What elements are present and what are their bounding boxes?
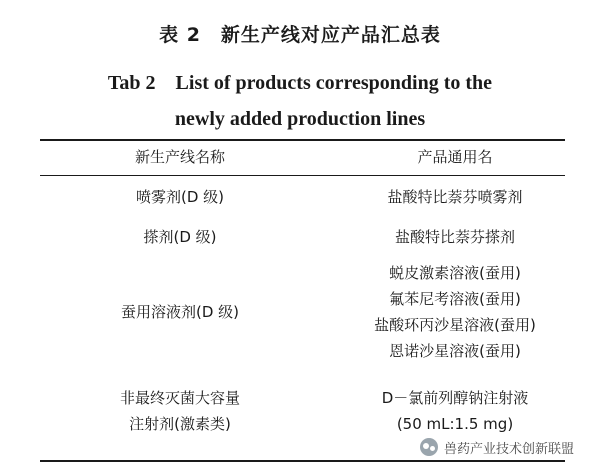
row-4-line-name-2: 注射剂(激素类) bbox=[129, 415, 231, 433]
row-4-product-2: (50 mL:1.5 mg) bbox=[396, 415, 514, 433]
table-header-rule bbox=[40, 175, 565, 176]
table-title-chinese: 表 2 新生产线对应产品汇总表 bbox=[159, 24, 441, 46]
table-top-rule bbox=[40, 139, 565, 141]
row-1-line-name: 喷雾剂(D 级) bbox=[135, 188, 225, 206]
table-title-english-line-2: newly added production lines bbox=[174, 108, 426, 130]
row-4-product-1: D－氯前列醇钠注射液 bbox=[381, 389, 529, 407]
row-4-line-name-1: 非最终灭菌大容量 bbox=[119, 389, 240, 407]
row-3-line-name: 蚕用溶液剂(D 级) bbox=[120, 303, 240, 321]
row-1-product: 盐酸特比萘芬喷雾剂 bbox=[387, 188, 523, 206]
row-3-product-4: 恩诺沙星溶液(蚕用) bbox=[389, 342, 521, 360]
row-3-product-3: 盐酸环丙沙星溶液(蚕用) bbox=[374, 316, 536, 334]
table-bottom-rule bbox=[40, 460, 565, 462]
row-2-product: 盐酸特比萘芬搽剂 bbox=[394, 228, 515, 246]
row-3-product-1: 蜕皮激素溶液(蚕用) bbox=[389, 264, 521, 282]
watermark-text: 兽药产业技术创新联盟 bbox=[444, 441, 575, 457]
header-product-name: 产品通用名 bbox=[417, 148, 493, 166]
row-2-line-name: 搽剂(D 级) bbox=[143, 228, 217, 246]
watermark bbox=[420, 436, 574, 458]
table-title-english-line-1: Tab 2 List of products corresponding to the bbox=[107, 72, 493, 94]
wechat-icon bbox=[420, 438, 438, 456]
row-3-product-2: 氟苯尼考溶液(蚕用) bbox=[389, 290, 521, 308]
header-production-line: 新生产线名称 bbox=[134, 148, 225, 166]
